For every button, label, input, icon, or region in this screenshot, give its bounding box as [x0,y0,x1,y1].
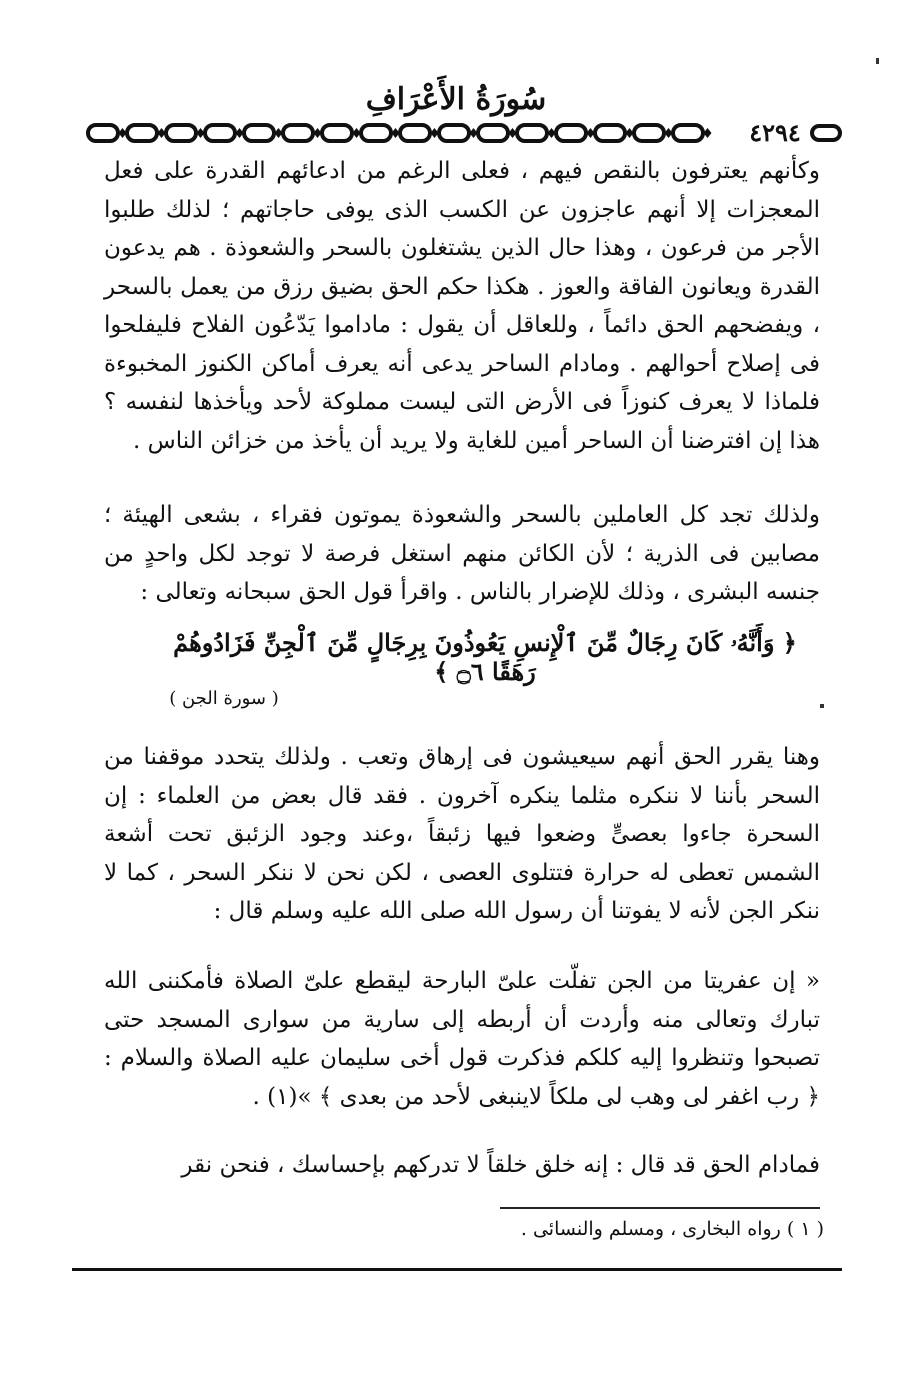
footnote-separator [500,1207,820,1209]
paragraph-5: فمادام الحق قد قال : إنه خلق خلقاً لا تدركهم بإحساسك ، فنحن نقر [181,1152,820,1178]
chain-ornament-border [86,120,740,146]
paragraph-2: ولذلك تجد كل العاملين بالسحر والشعوذة يموتون فقراء ، بشعى الهيئة ؛ مصابين فى الذرية ؛ لأن الكائن منهم استغل فرصة لا توجد لكل واحدٍ من جنسه البشرى ، وذلك للإضرار بالناس . واقرأ قول الحق سبحانه وتعالى : [104,502,820,605]
margin-mark [820,704,824,708]
paragraph-4-hadith: « إن عفريتا من الجن تفلّت علىّ البارحة ليقطع علىّ الصلاة فأمكننى الله تبارك وتعالى منه وأردت أن أربطه إلى سارية من سوارى المسجد حتى تصبحوا وتنظروا إليه كلكم فذكرت قول أخى سليمان عليه الصلاة والسلام : ﴿ رب اغفر لى وهب لى ملكاً لاينبغى لأحد من بعدى ﴾ »(١) . [104,968,820,1110]
paragraph-1: وكأنهم يعترفون بالنقص فيهم ، فعلى الرغم من ادعائهم القدرة على فعل المعجزات إلا أنهم عاجزون عن الكسب الذى يوفى حاجاتهم ؛ لذلك طلبوا الأجر من فرعون ، وهذا حال الذين يشتغلون بالسحر والشعوذة . هم يدعون القدرة ويعانون الفاقة والعوز . هكذا حكم الحق بضيق رزق من يعمل بالسحر ، ويفضحهم الحق دائماً ، وللعاقل أن يقول : ماداموا يَدّعُون الفلاح فليفلحوا فى إصلاح أحوالهم . ومادام الساحر يدعى أنه يعرف أماكن الكنوز المخبوءة فلماذا لا يعرف كنوزاً فى الأرض التى ليست مملوكة لأحد ويأخذها لنفسه ؟ هذا إن افترضنا أن الساحر أمين للغاية ولا يريد أن يأخذ من خزائن الناس . [104,158,820,454]
paragraph-3: وهنا يقرر الحق أنهم سيعيشون فى إرهاق وتعب . ولذلك يتحدد موقفنا من السحر بأننا لا ننكره مثلما ينكره آخرون . فقد قال بعض من العلماء : إن السحرة جاءوا بعصىٍّ وضعوا فيها زئبقاً ،وعند وجود الزئبق تحت أشعة الشمس تعطى له حرارة فتتلوى العصى ، لكن نحن لا ننكر السحر ، كما لا ننكر الجن لأنه لا يفوتنا أن رسول الله صلى الله عليه وسلم قال : [104,744,820,924]
margin-mark [876,58,879,64]
surah-title: سُورَةُ الأَعْرَافِ [365,82,547,117]
quran-verse: ﴿ وَأَنَّهُۥ كَانَ رِجَالٌ مِّنَ ٱلْإِنسِ يَعُوذُونَ بِرِجَالٍ مِّنَ ٱلْجِنِّ فَزَادُوهُمْ رَهَقًا ۝٦ ﴾ [173,628,797,686]
page-number: ٤٢٩٤ [749,118,801,147]
page-bottom-rule [72,1268,842,1271]
ornament-end-cap [810,124,842,142]
footnote: ( ١ ) رواه البخارى ، ومسلم والنسائى . [520,1218,824,1240]
verse-source: ( سورة الجن ) [169,688,279,709]
